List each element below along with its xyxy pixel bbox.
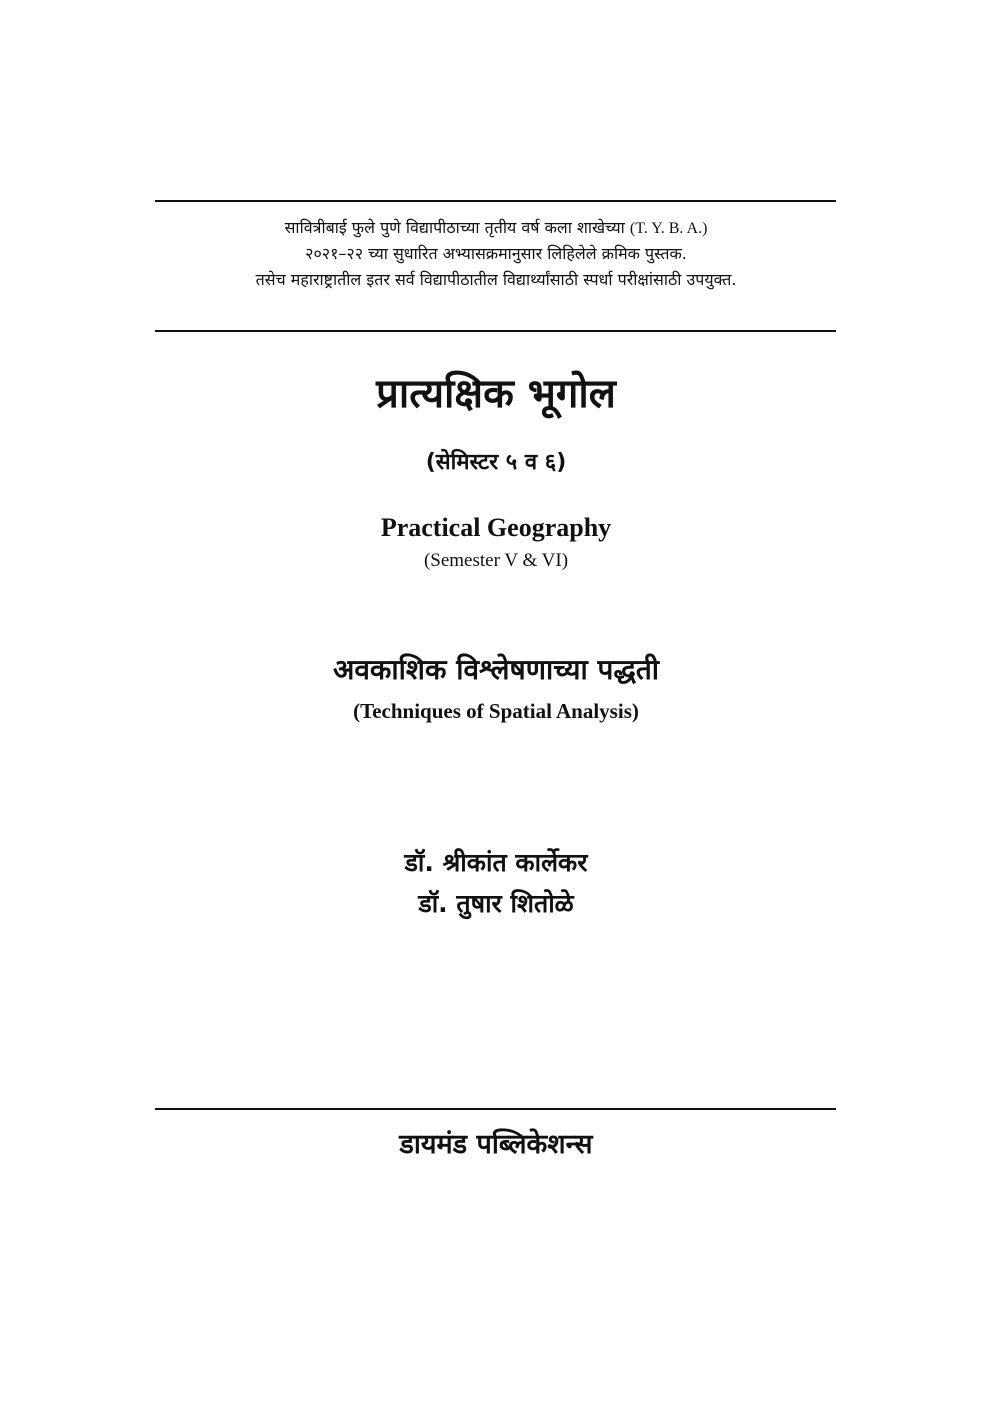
header-university-text: सावित्रीबाई फुले पुणे विद्यापीठाच्या तृतीय वर्ष कला शाखेच्या [284, 218, 630, 237]
semester-english: (Semester V & VI) [423, 550, 569, 571]
subtitle-english: (Techniques of Spatial Analysis) [353, 699, 639, 723]
header-line-1 [0, 216, 992, 238]
book-title-english: Practical Geography [380, 513, 612, 542]
middle-divider [155, 330, 836, 332]
header-line-2: २०२१–२२ च्या सुधारित अभ्यासक्रमानुसार लिहिलेले क्रमिक पुस्तक. [305, 244, 687, 263]
author-name: डॉ. तुषार शितोळे [418, 889, 574, 918]
book-title-marathi: प्रात्यक्षिक भूगोल [376, 371, 616, 417]
header-line-3: तसेच महाराष्ट्रातील इतर सर्व विद्यापीठातील विद्यार्थ्यांसाठी स्पर्धा परीक्षांसाठी उपयुक्त. [255, 270, 737, 289]
top-divider [155, 200, 836, 202]
subtitle-marathi: अवकाशिक विश्लेषणाच्या पद्धती [332, 653, 660, 686]
bottom-divider [155, 1108, 836, 1110]
publisher-name: डायमंड पब्लिकेशन्स [399, 1129, 593, 1160]
semester-marathi: (सेमिस्टर ५ व ६) [425, 450, 567, 475]
author-name: डॉ. श्रीकांत कार्लेकर [404, 848, 588, 877]
header-course-code: (T. Y. B. A.) [629, 220, 708, 237]
